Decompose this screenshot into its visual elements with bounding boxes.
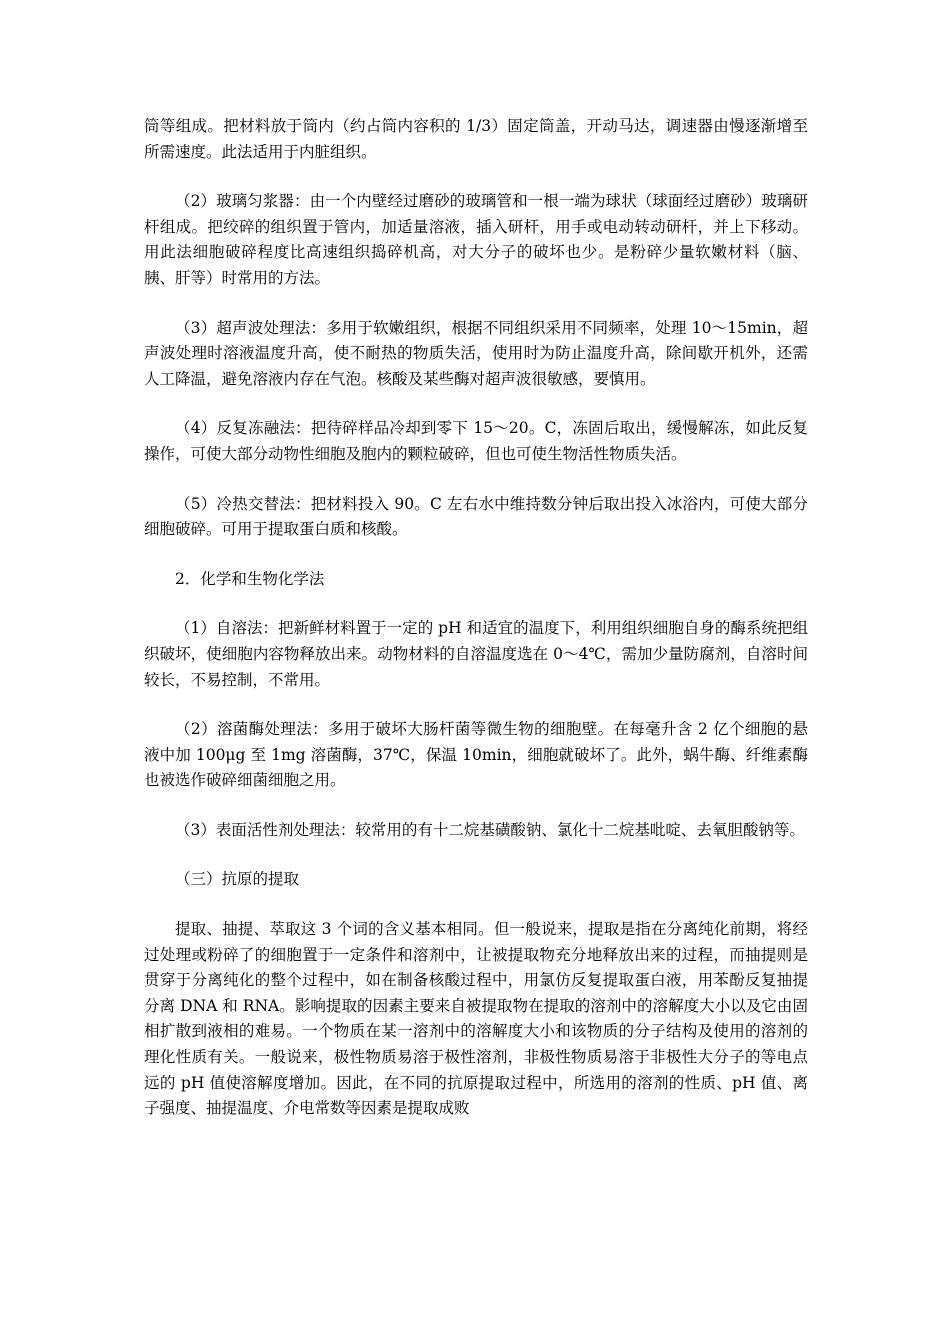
paragraph-continuation: 筒等组成。把材料放于筒内（约占筒内容积的 1/3）固定筒盖，开动马达，调速器由慢逐渐增至所需速度。此法适用于内脏组织。 xyxy=(144,117,808,161)
paragraph-ultrasonic: （3）超声波处理法：多用于软嫩组织，根据不同组织采用不同频率，处理 10～15min，超声波处理时溶液温度升高，使不耐热的物质失活，使用时为防止温度升高，除间歇开机外，还需人工降温，避免溶液内存在气泡。核酸及某些酶对超声波很敏感，要慎用。 xyxy=(144,318,808,388)
paragraph-freeze-thaw: （4）反复冻融法：把待碎样品冷却到零下 15～20。C，冻固后取出，缓慢解冻，如此反复操作，可使大部分动物性细胞及胞内的颗粒破碎，但也可使生物活性物质失活。 xyxy=(144,419,808,463)
section-heading-antigen-extraction: （三）抗原的提取 xyxy=(175,870,300,889)
paragraph-lysozyme: （2）溶菌酶处理法：多用于破坏大肠杆菌等微生物的细胞壁。在每毫升含 2 亿个细胞的悬液中加 100μg 至 1mg 溶菌酶，37℃，保温 10min，细胞就破坏了。此外，蜗牛酶、纤维素酶也被选作破碎细菌细胞之用。 xyxy=(144,720,808,790)
paragraph-surfactant: （3）表面活性剂处理法：较常用的有十二烷基磺酸钠、氯化十二烷基吡啶、去氧胆酸钠等。 xyxy=(175,820,805,839)
section-heading-chemical: 2．化学和生物化学法 xyxy=(175,569,325,588)
paragraph-glass-homogenizer: （2）玻璃匀浆器：由一个内壁经过磨砂的玻璃管和一根一端为球状（球面经过磨砂）玻璃研杆组成。把绞碎的组织置于管内，加适量溶液，插入研杆，用手或电动转动研杆，并上下移动。用此法细胞破碎程度比高速组织捣碎机高，对大分子的破坏也少。是粉碎少量软嫩材料（脑、胰、肝等）时常用的方法。 xyxy=(144,192,808,287)
paragraph-hot-cold: （5）冷热交替法：把材料投入 90。C 左右水中维持数分钟后取出投入冰浴内，可使大部分细胞破碎。可用于提取蛋白质和核酸。 xyxy=(144,494,808,539)
paragraph-autolysis: （1）自溶法：把新鲜材料置于一定的 pH 和适宜的温度下，利用组织细胞自身的酶系统把组织破坏，使细胞内容物释放出来。动物材料的自溶温度选在 0～4℃，需加少量防腐剂，自溶时间较长，不易控制，不常用。 xyxy=(144,619,808,689)
paragraph-extraction-body: 提取、抽提、萃取这 3 个词的含义基本相同。但一般说来，提取是指在分离纯化前期，将经过处理或粉碎了的细胞置于一定条件和溶剂中，让被提取物充分地释放出来的过程，而抽提则是贯穿于分离纯化的整个过程中，如在制备核酸过程中，用氯仿反复提取蛋白液，用苯酚反复抽提分离 DNA 和 RNA。影响提取的因素主要来自被提取物在提取的溶剂中的溶解度大小以及它由固相扩散到液相的难易。一个物质在某一溶剂中的溶解度大小和该物质的分子结构及使用的溶剂的理化性质有关。一般说来，极性物质易溶于极性溶剂，非极性物质易溶于非极性大分子的等电点远的 pH 值使溶解度增加。因此，在不同的抗原提取过程中，所选用的溶剂的性质、pH 值、离子强度、抽提温度、介电常数等因素是提取成败 xyxy=(144,920,808,1118)
document-page xyxy=(144,114,808,1122)
